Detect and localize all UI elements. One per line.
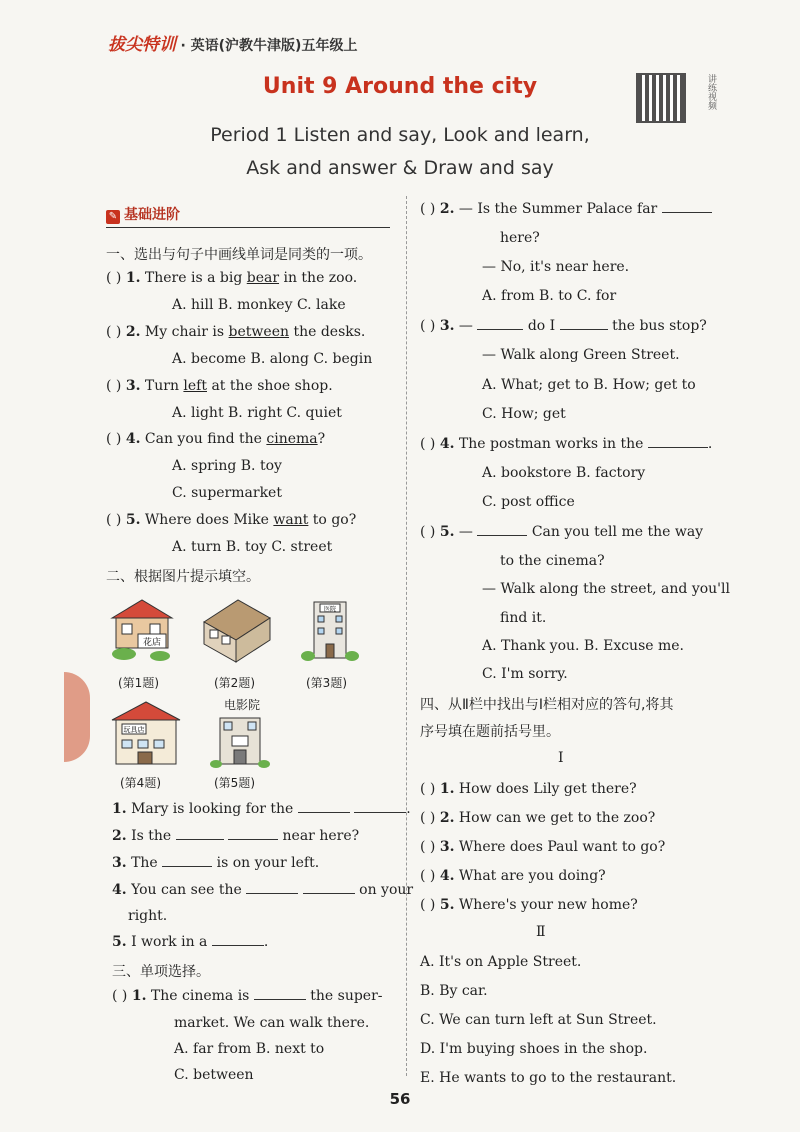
answer-blank[interactable]	[212, 944, 264, 946]
underline-question-5: ( ) 5. Where does Mike want to go?	[106, 512, 357, 528]
picture-label-2: (第2题)	[214, 676, 255, 690]
match-answer-c: C. We can turn left at Sun Street.	[420, 1012, 657, 1028]
mc-question-1-options: A. far from B. next to	[174, 1041, 325, 1057]
match-question-3: ( ) 3. Where does Paul want to go?	[420, 839, 666, 855]
toy-store-picture	[108, 700, 184, 768]
answer-blank[interactable]	[176, 838, 224, 840]
answer-blank[interactable]	[560, 328, 608, 330]
underline-question-3: ( ) 3. Turn left at the shoe shop.	[106, 378, 333, 394]
answer-blank[interactable]	[477, 534, 527, 536]
mc-question-3-answer: — Walk along Green Street.	[482, 347, 680, 363]
answer-paren[interactable]: ( )	[106, 431, 122, 447]
toy-store-sign: 玩具店	[123, 726, 145, 734]
page-number: 56	[389, 1090, 411, 1108]
mc-question-5-answer: — Walk along the street, and you'll	[482, 581, 730, 597]
underlined-word: cinema	[266, 431, 318, 447]
cinema-picture	[210, 712, 270, 770]
column-divider	[406, 196, 408, 1076]
hospital-sign: 医院	[323, 606, 337, 613]
brand-logo: 拔尖特训	[108, 35, 176, 55]
fill-question-4: 4. You can see the on your	[112, 882, 414, 898]
mc-question-1: ( ) 1. The cinema is the super-	[112, 988, 383, 1004]
question-4-options: A. spring B. toy	[172, 458, 282, 474]
mc-question-5-answer-cont: find it.	[500, 610, 547, 626]
answer-blank[interactable]	[228, 838, 278, 840]
answer-paren[interactable]: ( )	[106, 324, 122, 340]
answer-blank[interactable]	[246, 892, 298, 894]
mc-question-2-cont: here?	[500, 230, 540, 246]
answer-paren[interactable]: ( )	[420, 897, 436, 913]
answer-paren[interactable]: ( )	[420, 781, 436, 797]
mc-question-5-options-2: C. I'm sorry.	[482, 666, 568, 682]
flower-shop-picture	[104, 596, 180, 666]
answer-paren[interactable]: ( )	[420, 868, 436, 884]
match-question-1: ( ) 1. How does Lily get there?	[420, 781, 637, 797]
question-3-options: A. light B. right C. quiet	[172, 405, 342, 421]
section-2-title: 二、根据图片提示填空。	[106, 569, 260, 585]
qr-code-icon[interactable]	[636, 73, 686, 123]
flower-shop-sign: 花店	[142, 638, 162, 648]
hospital-picture	[300, 596, 360, 666]
underlined-word: want	[273, 512, 309, 528]
page-header	[108, 30, 357, 55]
fill-question-3: 3. The is on your left.	[112, 855, 320, 871]
period-line-1: Period 1 Listen and say, Look and learn,	[210, 124, 590, 146]
mc-question-2-options: A. from B. to C. for	[482, 288, 617, 304]
match-answer-b: B. By car.	[420, 983, 488, 999]
match-answer-e: E. He wants to go to the restaurant.	[420, 1070, 677, 1086]
section-tag-label: 基础进阶	[124, 207, 180, 223]
match-answer-d: D. I'm buying shoes in the shop.	[420, 1041, 648, 1057]
fill-question-2: 2. Is the near here?	[112, 828, 360, 844]
mc-question-3: ( ) 3. — do I the bus stop?	[420, 318, 707, 334]
mc-question-3-options: A. What; get to B. How; get to	[482, 377, 696, 393]
question-5-options: A. turn B. toy C. street	[172, 539, 333, 555]
fill-question-5: 5. I work in a .	[112, 934, 269, 950]
underline-question-2: ( ) 2. My chair is between the desks.	[106, 324, 366, 340]
qr-label: 讲练视频	[706, 74, 716, 110]
answer-blank[interactable]	[162, 865, 212, 867]
question-1-options: A. hill B. monkey C. lake	[172, 297, 346, 313]
answer-paren[interactable]: ( )	[420, 810, 436, 826]
section-3-title: 三、单项选择。	[112, 964, 210, 980]
page-tab-decoration	[64, 672, 90, 762]
picture-label-4: (第4题)	[120, 776, 161, 790]
match-question-5: ( ) 5. Where's your new home?	[420, 897, 638, 913]
picture-label-1: (第1题)	[118, 676, 159, 690]
section-1-title: 一、选出与句子中画线单词是同类的一项。	[106, 247, 372, 263]
fill-question-4-cont: right.	[128, 908, 168, 924]
picture-label-3: (第3题)	[306, 676, 347, 690]
cinema-sign: 电影院	[224, 698, 261, 712]
match-question-4: ( ) 4. What are you doing?	[420, 868, 606, 884]
mc-question-4-options-2: C. post office	[482, 494, 575, 510]
period-line-2: Ask and answer & Draw and say	[246, 157, 554, 179]
answer-blank[interactable]	[354, 811, 406, 813]
picture-label-5: (第5题)	[214, 776, 255, 790]
answer-blank[interactable]	[254, 998, 306, 1000]
section-4-title: 四、从Ⅱ栏中找出与Ⅰ栏相对应的答句,将其	[420, 697, 674, 713]
answer-paren[interactable]: ( )	[106, 270, 122, 286]
question-4-options-2: C. supermarket	[172, 485, 282, 501]
column-2-heading: Ⅱ	[536, 924, 546, 940]
underlined-word: left	[183, 378, 207, 394]
section-4-title-cont: 序号填在题前括号里。	[420, 724, 560, 740]
answer-blank[interactable]	[298, 811, 350, 813]
answer-blank[interactable]	[648, 446, 708, 448]
mc-question-2: ( ) 2. — Is the Summer Palace far	[420, 201, 712, 217]
mc-question-5-options: A. Thank you. B. Excuse me.	[482, 638, 685, 654]
unit-title: Unit 9 Around the city	[262, 74, 538, 99]
factory-picture	[198, 592, 274, 666]
mc-question-5-cont: to the cinema?	[500, 553, 605, 569]
answer-paren[interactable]: ( )	[420, 839, 436, 855]
answer-blank[interactable]	[477, 328, 523, 330]
mc-question-3-options-2: C. How; get	[482, 406, 566, 422]
match-question-2: ( ) 2. How can we get to the zoo?	[420, 810, 656, 826]
answer-paren[interactable]: ( )	[106, 378, 122, 394]
mc-question-1-options-2: C. between	[174, 1067, 254, 1083]
mc-question-1-cont: market. We can walk there.	[174, 1015, 370, 1031]
mc-question-2-answer: — No, it's near here.	[482, 259, 630, 275]
underline-question-1: ( ) 1. There is a big bear in the zoo.	[106, 270, 358, 286]
answer-paren[interactable]: ( )	[106, 512, 122, 528]
series-label: · 英语(沪教牛津版)五年级上	[180, 38, 358, 54]
column-1-heading: Ⅰ	[558, 750, 564, 766]
match-answer-a: A. It's on Apple Street.	[420, 954, 582, 970]
question-2-options: A. become B. along C. begin	[172, 351, 373, 367]
mc-question-4-options: A. bookstore B. factory	[482, 465, 646, 481]
underlined-word: between	[228, 324, 289, 340]
pencil-icon: ✎	[106, 210, 120, 224]
mc-question-5: ( ) 5. — Can you tell me the way	[420, 524, 704, 540]
answer-blank[interactable]	[662, 211, 712, 213]
section-tag	[106, 204, 390, 228]
mc-question-4: ( ) 4. The postman works in the .	[420, 436, 713, 452]
fill-question-1: 1. Mary is looking for the .	[112, 801, 411, 817]
underline-question-4: ( ) 4. Can you find the cinema?	[106, 431, 326, 447]
underlined-word: bear	[246, 270, 280, 286]
answer-blank[interactable]	[303, 892, 355, 894]
